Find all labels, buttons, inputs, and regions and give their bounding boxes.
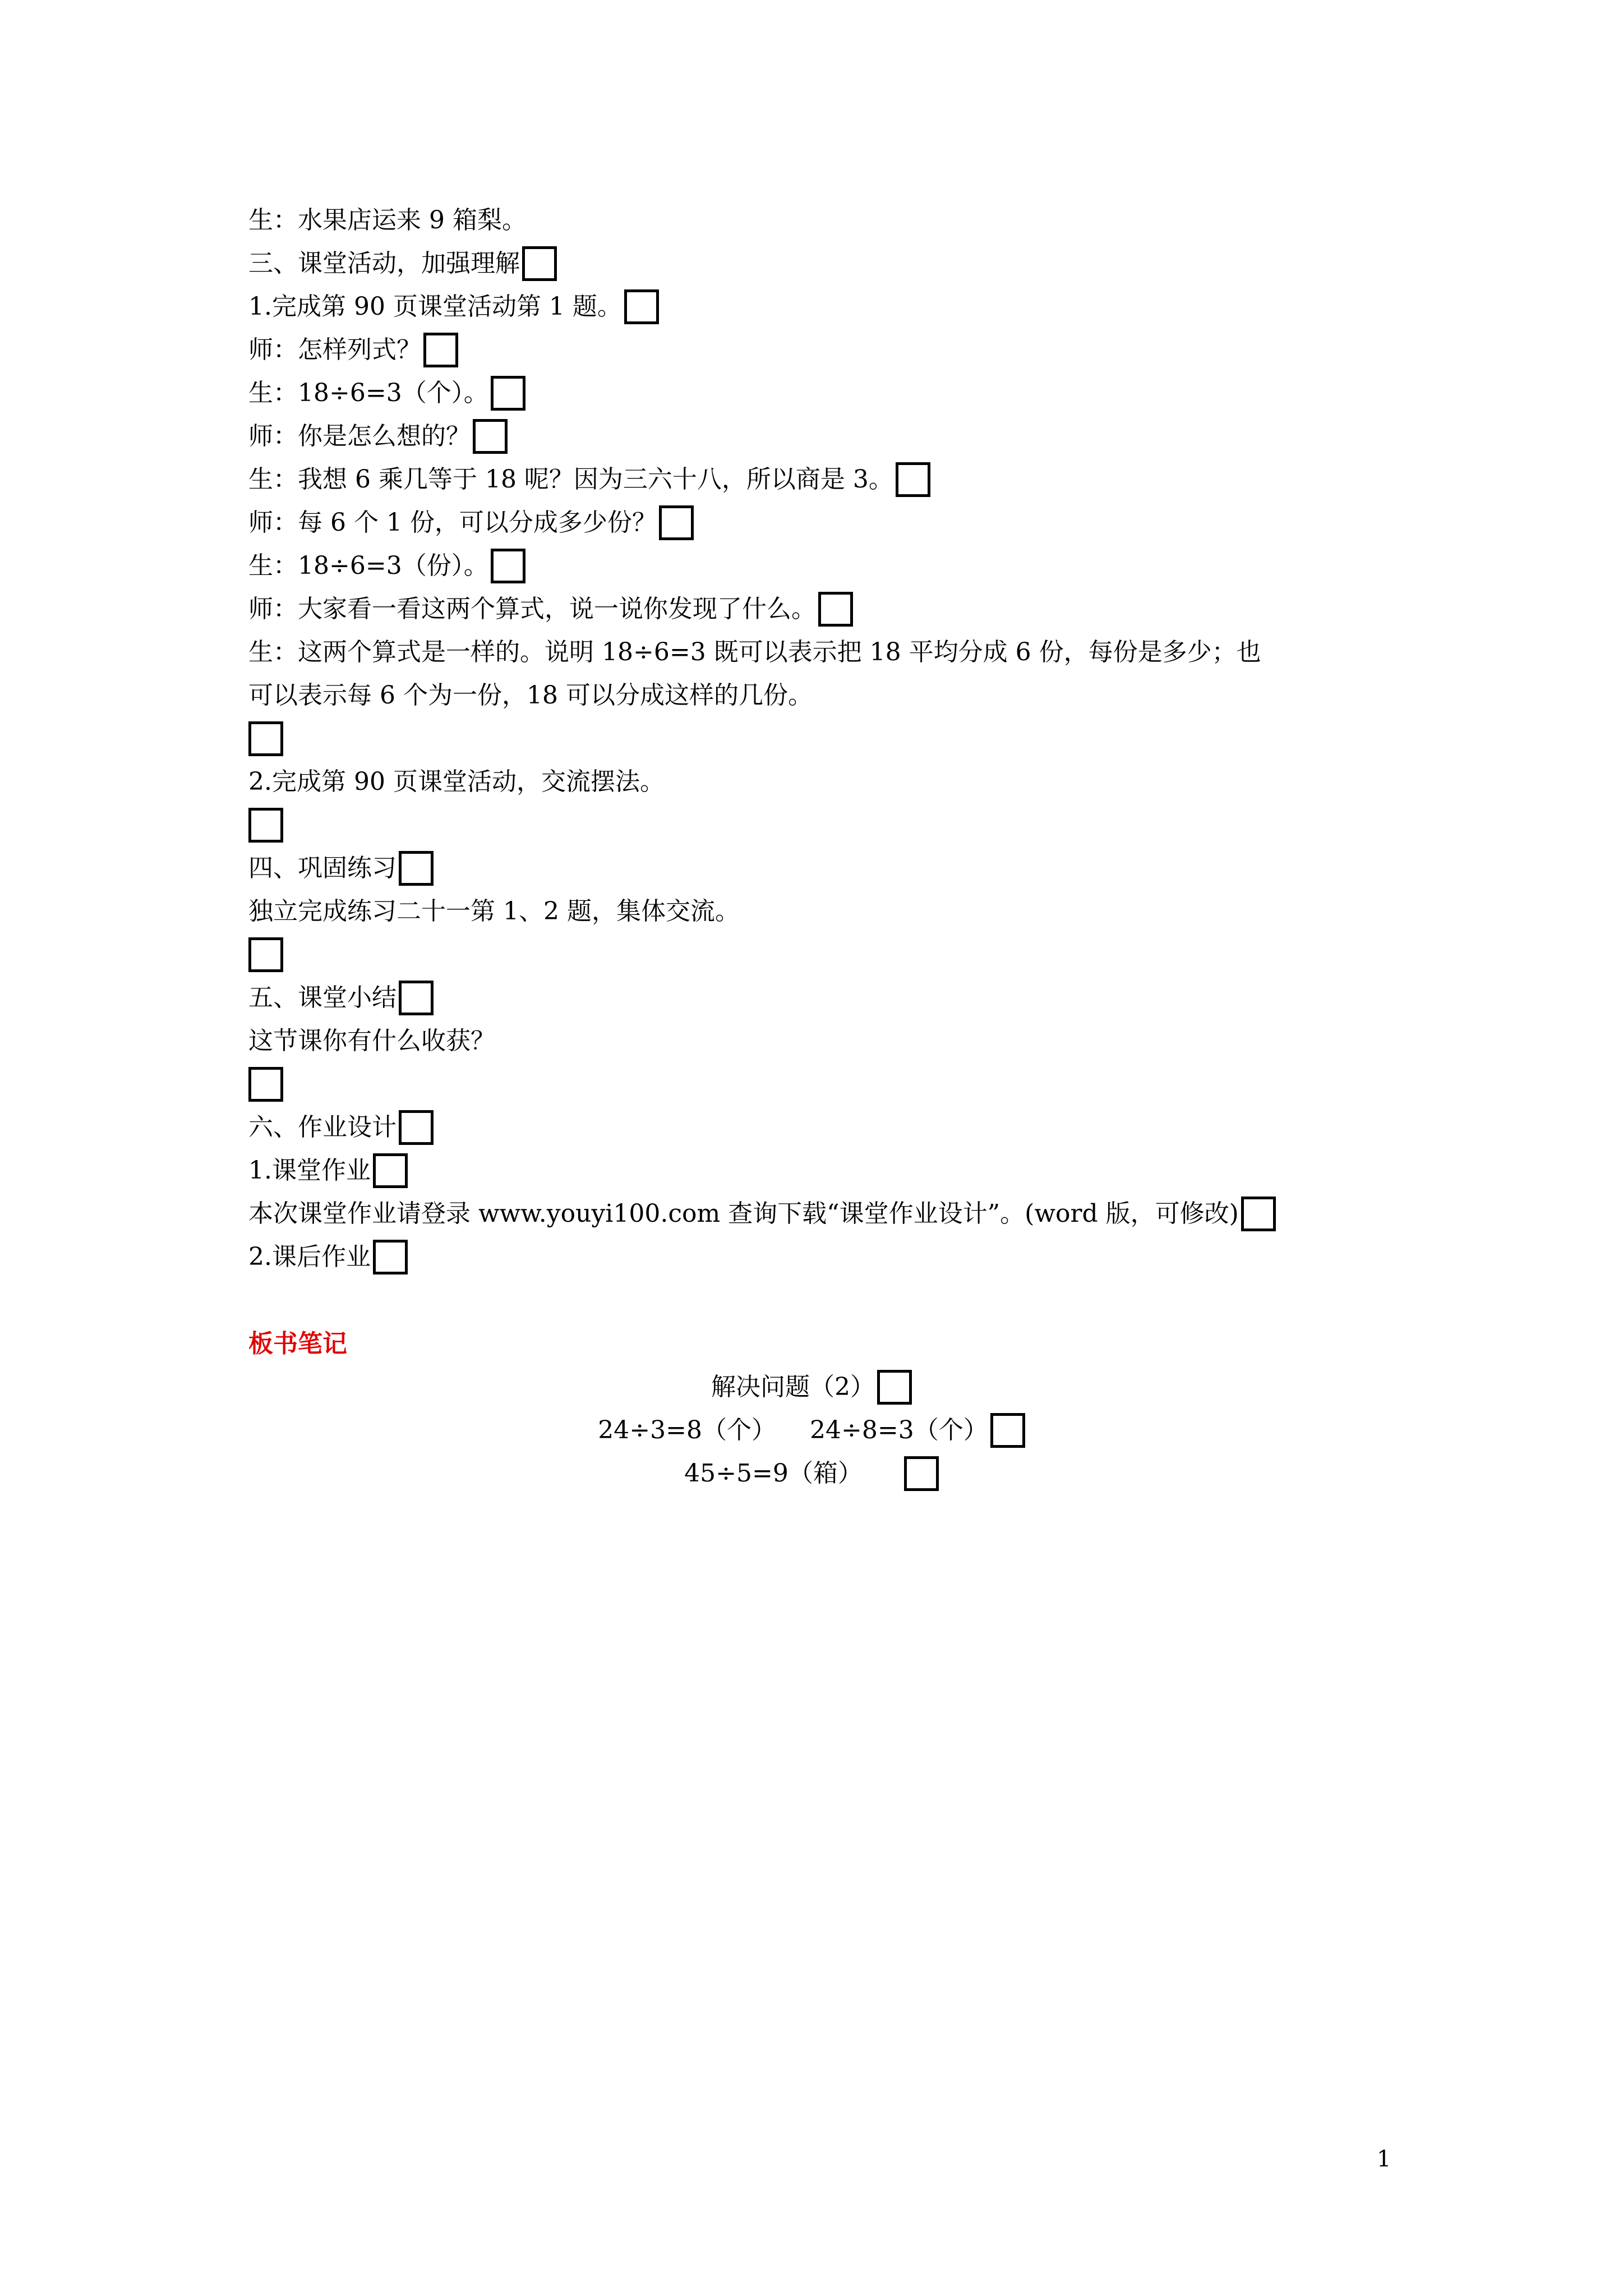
line-text: 师：你是怎么想的？ bbox=[248, 422, 471, 450]
text-line bbox=[248, 717, 283, 761]
line-text: 师：每 6 个 1 份，可以分成多少份？ bbox=[248, 508, 657, 537]
line-text: 师：怎样列式？ bbox=[248, 335, 421, 364]
checkbox[interactable] bbox=[818, 592, 853, 627]
line-text: 本次课堂作业请登录 www.youyi100.com 查询下载“课堂作业设计”。(word 版，可修改) bbox=[248, 1199, 1239, 1228]
board-title-line bbox=[0, 1365, 1623, 1409]
checkbox[interactable] bbox=[491, 549, 525, 583]
board-equation: 45÷5=9（箱） bbox=[684, 1459, 863, 1488]
heading-text: 板书笔记 bbox=[248, 1329, 347, 1358]
text-line bbox=[248, 1149, 408, 1193]
text-line bbox=[248, 328, 458, 372]
text-line bbox=[248, 890, 740, 933]
board-equation-line bbox=[0, 1452, 1623, 1496]
line-text: 生：18÷6=3（个）。 bbox=[248, 379, 488, 407]
line-text: 2.完成第 90 页课堂活动，交流摆法。 bbox=[248, 767, 665, 796]
text-line bbox=[248, 501, 694, 545]
section-heading bbox=[248, 1106, 434, 1149]
text-line bbox=[248, 760, 665, 804]
line-text: 六、作业设计 bbox=[248, 1113, 396, 1142]
line-text: 生：这两个算式是一样的。说明 18÷6=3 既可以表示把 18 平均分成 6 份，每份是多少；也 bbox=[248, 638, 1261, 666]
section-heading bbox=[248, 242, 557, 286]
checkbox[interactable] bbox=[248, 1067, 283, 1102]
checkbox[interactable] bbox=[248, 808, 283, 843]
checkbox[interactable] bbox=[990, 1413, 1025, 1448]
text-line bbox=[248, 587, 853, 631]
checkbox[interactable] bbox=[399, 851, 434, 886]
checkbox[interactable] bbox=[522, 246, 557, 281]
checkbox[interactable] bbox=[248, 937, 283, 972]
checkbox[interactable] bbox=[877, 1370, 912, 1405]
checkbox[interactable] bbox=[373, 1153, 408, 1188]
line-text: 独立完成练习二十一第 1、2 题，集体交流。 bbox=[248, 897, 740, 926]
section-heading bbox=[248, 976, 434, 1020]
text-line bbox=[248, 1235, 408, 1279]
text-line bbox=[248, 803, 283, 847]
line-text: 1.课堂作业 bbox=[248, 1156, 371, 1185]
line-text: 1.完成第 90 页课堂活动第 1 题。 bbox=[248, 292, 622, 321]
checkbox[interactable] bbox=[491, 376, 525, 411]
text-line bbox=[248, 1062, 283, 1106]
text-line bbox=[248, 631, 1261, 674]
checkbox[interactable] bbox=[624, 289, 659, 324]
line-text: 三、课堂活动，加强理解 bbox=[248, 249, 520, 278]
text-line bbox=[248, 458, 930, 501]
checkbox[interactable] bbox=[399, 1110, 434, 1145]
line-text: 2.课后作业 bbox=[248, 1243, 371, 1271]
checkbox[interactable] bbox=[248, 721, 283, 756]
board-notes-heading bbox=[248, 1322, 347, 1366]
checkbox[interactable] bbox=[659, 505, 694, 540]
text-line bbox=[248, 415, 508, 458]
checkbox[interactable] bbox=[423, 333, 458, 367]
text-line bbox=[248, 1192, 1276, 1236]
line-text: 生：18÷6=3（份）。 bbox=[248, 551, 488, 580]
line-text: 四、巩固练习 bbox=[248, 854, 396, 882]
text-line bbox=[248, 285, 659, 329]
line-text: 生：水果店运来 9 箱梨。 bbox=[248, 206, 527, 234]
checkbox[interactable] bbox=[473, 419, 508, 454]
checkbox[interactable] bbox=[373, 1240, 408, 1274]
checkbox[interactable] bbox=[896, 462, 930, 497]
line-text: 这节课你有什么收获？ bbox=[248, 1027, 495, 1055]
board-equation: 24÷3=8（个） bbox=[598, 1416, 776, 1444]
text-line bbox=[248, 674, 813, 717]
line-text: 五、课堂小结 bbox=[248, 983, 396, 1012]
board-equation: 24÷8=3（个） bbox=[810, 1416, 988, 1444]
checkbox[interactable] bbox=[399, 981, 434, 1015]
checkbox[interactable] bbox=[904, 1456, 939, 1491]
text-line bbox=[248, 371, 525, 415]
line-text: 师：大家看一看这两个算式，说一说你发现了什么。 bbox=[248, 595, 816, 623]
line-text: 可以表示每 6 个为一份，18 可以分成这样的几份。 bbox=[248, 681, 813, 710]
text-line bbox=[248, 544, 525, 588]
text-line bbox=[248, 933, 283, 977]
checkbox[interactable] bbox=[1241, 1197, 1276, 1231]
text-line bbox=[248, 199, 527, 242]
board-equation-line bbox=[0, 1409, 1623, 1452]
text-line bbox=[248, 1019, 495, 1063]
line-text: 生：我想 6 乘几等于 18 呢？因为三六十八，所以商是 3。 bbox=[248, 465, 893, 494]
board-title: 解决问题（2） bbox=[711, 1373, 875, 1401]
section-heading bbox=[248, 846, 434, 890]
page-number: 1 bbox=[1377, 2146, 1391, 2172]
